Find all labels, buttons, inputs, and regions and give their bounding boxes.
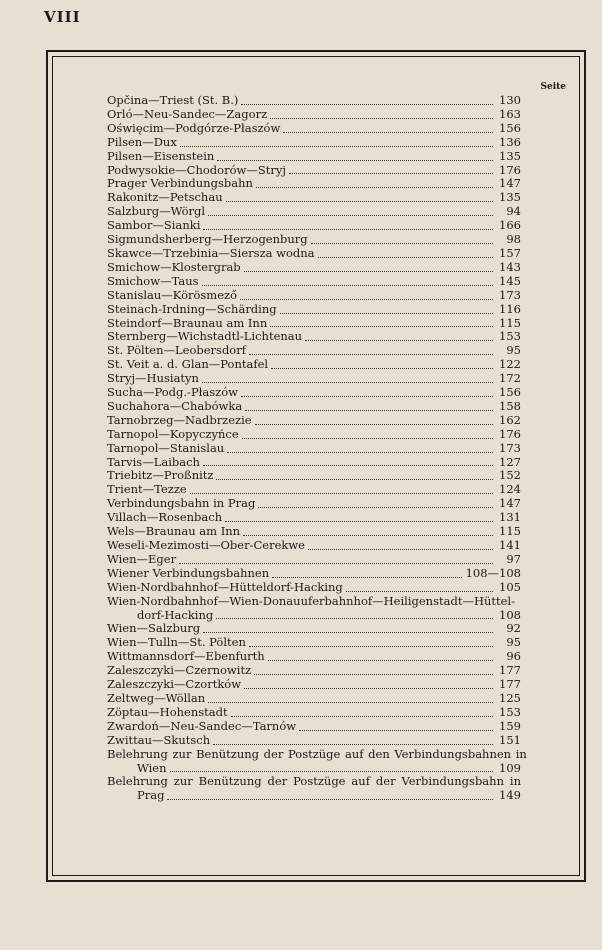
toc-entry-title: Pilsen—Dux xyxy=(107,134,177,149)
dot-leader xyxy=(226,201,493,202)
toc-entry-title: Skawce—Trzebinia—Siersza wodna xyxy=(107,245,315,260)
toc-entry-title: Tarnopol—Kopyczyńce xyxy=(107,426,239,441)
toc-entry xyxy=(107,469,521,483)
toc-entry-title: Sambor—Sianki xyxy=(107,218,201,233)
dot-leader xyxy=(167,799,493,800)
toc-entry-page: 173 xyxy=(499,287,521,302)
toc-entry-title: Oświęcim—Podgórze-Płaszów xyxy=(107,120,281,135)
toc-entry-page: 92 xyxy=(506,621,521,636)
toc-entry xyxy=(107,317,521,331)
toc-entry-title: Suchahora—Chabówka xyxy=(107,398,243,413)
toc-entry xyxy=(107,746,527,776)
toc-entry-title: Orló—Neu-Sandec—Zagorz xyxy=(107,106,268,121)
dot-leader xyxy=(208,215,493,216)
toc-entry-page: 176 xyxy=(499,162,521,177)
toc-entry xyxy=(107,108,521,122)
toc-entry xyxy=(107,136,521,150)
toc-entry xyxy=(107,525,521,539)
toc-entry-page: 135 xyxy=(499,190,521,205)
dot-leader xyxy=(346,591,493,592)
toc-entry-page: 122 xyxy=(499,357,521,372)
dot-leader xyxy=(272,577,461,578)
toc-entry-title: Zeltweg—Wöllan xyxy=(107,690,206,705)
dot-leader xyxy=(203,465,493,466)
toc-entry-title: St. Pölten—Leobersdorf xyxy=(107,343,246,358)
toc-entry xyxy=(107,428,521,442)
toc-entry-continuation xyxy=(107,789,521,803)
toc-entry-title: Verbindungsbahn in Prag xyxy=(107,496,256,511)
toc-entry-title: Zaleszczyki—Czortków xyxy=(107,677,242,692)
dot-leader xyxy=(299,730,493,731)
toc-entry-title-line1: Belehrung zur Benützung der Postzüge auf der Verbindungsbahn in xyxy=(107,774,521,789)
toc-entry-title: Opčina—Triest (St. B.) xyxy=(107,93,239,107)
toc-entry-title: Zaleszczyki—Czernowitz xyxy=(107,663,252,678)
toc-entry xyxy=(107,734,521,748)
toc-entry-title: Wien—Eger xyxy=(107,551,177,566)
toc-entry-title: Wien—Tulln—St. Pölten xyxy=(107,635,246,650)
toc-entry xyxy=(107,622,521,636)
toc-entry xyxy=(107,122,521,136)
dot-leader xyxy=(308,549,493,550)
toc-entry-page: 105 xyxy=(499,579,521,594)
toc-entry xyxy=(107,664,521,678)
dot-leader xyxy=(318,257,493,258)
toc-entry-title: Wien—Salzburg xyxy=(107,621,201,636)
toc-entry xyxy=(107,219,521,233)
toc-entry-title: St. Veit a. d. Glan—Pontafel xyxy=(107,357,269,372)
dot-leader xyxy=(203,229,493,230)
toc-entry-page: 156 xyxy=(499,385,521,400)
toc-entry-page: 136 xyxy=(499,134,521,149)
dot-leader xyxy=(249,354,493,355)
toc-entry-page: 177 xyxy=(499,663,521,678)
toc-entry xyxy=(107,289,521,303)
toc-entry xyxy=(107,775,521,803)
toc-entry-page: 156 xyxy=(499,120,521,135)
toc-entry xyxy=(107,706,521,720)
dot-leader xyxy=(225,521,493,522)
toc-entry-title: Weseli-Mezimosti—Ober-Cerekwe xyxy=(107,538,305,552)
toc-entry-title: Zwardoń—Neu-Sandec—Tarnów xyxy=(107,718,297,733)
dot-leader xyxy=(270,118,493,119)
toc-entry xyxy=(107,539,521,553)
dot-leader xyxy=(249,646,493,647)
toc-entry-title-line2: dorf-Hacking xyxy=(137,607,214,622)
toc-entry xyxy=(107,720,521,734)
toc-entry-title: Wittmannsdorf—Ebenfurth xyxy=(107,649,265,664)
dot-leader xyxy=(202,285,493,286)
page-number: VIII xyxy=(44,8,81,26)
seite-column-header: Seite xyxy=(540,82,566,92)
toc-entry-title: Steinach-Irdning—Schärding xyxy=(107,301,277,316)
toc-entry-page: 153 xyxy=(499,329,521,344)
toc-entry xyxy=(107,400,521,414)
toc-entry xyxy=(107,650,521,664)
toc-entry xyxy=(107,567,521,581)
toc-entry-title: Tarnopol—Stanislau xyxy=(107,440,225,455)
toc-entry-page: 149 xyxy=(499,788,521,803)
toc-entry-page: 108 xyxy=(499,607,521,622)
dot-leader xyxy=(289,173,493,174)
dot-leader xyxy=(242,438,493,439)
toc-entry-continuation xyxy=(107,762,521,776)
table-of-contents xyxy=(107,93,527,803)
toc-entry-title: Stanislau—Körösmező xyxy=(107,287,238,302)
toc-entry xyxy=(107,497,521,511)
toc-entry-title: Steindorf—Braunau am Inn xyxy=(107,315,268,330)
toc-entry-title: Tarnobrzeg—Nadbrzezie xyxy=(107,412,252,427)
toc-entry-page: 115 xyxy=(499,524,521,539)
toc-entry xyxy=(107,191,521,205)
toc-entry-page: 157 xyxy=(499,245,521,260)
toc-entry xyxy=(107,233,521,247)
toc-entry-page: 152 xyxy=(499,468,521,483)
dot-leader xyxy=(255,424,493,425)
toc-entry-page: 143 xyxy=(499,259,521,274)
dot-leader xyxy=(244,688,493,689)
toc-entry-title: Wiener Verbindungsbahnen xyxy=(107,565,270,580)
toc-entry-page: 116 xyxy=(499,301,521,316)
toc-entry-page: 109 xyxy=(499,760,521,775)
dot-leader xyxy=(216,479,493,480)
dot-leader xyxy=(311,243,493,244)
toc-entry xyxy=(107,358,521,372)
toc-entry-title: Wien-Nordbahnhof—Hütteldorf-Hacking xyxy=(107,579,343,594)
dot-leader xyxy=(256,187,493,188)
toc-entry-page: 151 xyxy=(499,732,521,747)
toc-entry-page: 145 xyxy=(499,273,521,288)
toc-entry-page: 147 xyxy=(499,496,521,511)
dot-leader xyxy=(241,104,493,105)
toc-entry xyxy=(107,386,521,400)
dot-leader xyxy=(240,299,493,300)
toc-entry-title: Salzburg—Wörgl xyxy=(107,204,206,219)
toc-entry xyxy=(107,303,521,317)
dot-leader xyxy=(231,716,493,717)
dot-leader xyxy=(217,160,493,161)
page-frame xyxy=(46,50,586,882)
toc-entry-page: 162 xyxy=(499,412,521,427)
toc-entry-title: Zwittau—Skutsch xyxy=(107,732,211,747)
toc-entry xyxy=(107,483,521,497)
toc-entry-page: 108—108 xyxy=(465,565,521,580)
toc-entry-page: 163 xyxy=(499,106,521,121)
toc-entry-title: Smichow—Taus xyxy=(107,273,199,288)
dot-leader xyxy=(245,410,493,411)
toc-entry-page: 125 xyxy=(499,690,521,705)
toc-entry xyxy=(107,177,521,191)
toc-entry-title: Triebitz—Proßnitz xyxy=(107,468,214,483)
toc-entry-page: 95 xyxy=(506,343,521,358)
toc-entry-title: Podwysokie—Chodorów—Stryj xyxy=(107,162,286,177)
toc-entry-page: 96 xyxy=(506,649,521,664)
toc-entry-title: Villach—Rosenbach xyxy=(107,510,223,525)
toc-entry-page: 94 xyxy=(506,204,521,219)
dot-leader xyxy=(190,493,493,494)
toc-entry-page: 131 xyxy=(499,510,521,525)
toc-entry xyxy=(107,456,521,470)
dot-leader xyxy=(271,368,493,369)
dot-leader xyxy=(305,340,493,341)
toc-entry xyxy=(107,164,521,178)
toc-entry-page: 172 xyxy=(499,371,521,386)
toc-entry-title: Stryj—Husiatyn xyxy=(107,371,199,386)
toc-entry-title: Zöptau—Hohenstadt xyxy=(107,704,228,719)
toc-entry-title: Trient—Tezze xyxy=(107,482,187,497)
dot-leader xyxy=(244,271,493,272)
toc-entry xyxy=(107,692,521,706)
toc-entry xyxy=(107,247,521,261)
toc-entry-title: Sternberg—Wichstadtl-Lichtenau xyxy=(107,329,303,344)
toc-entry-page: 141 xyxy=(499,538,521,552)
toc-entry xyxy=(107,330,521,344)
toc-entry-page: 115 xyxy=(499,315,521,330)
toc-entry xyxy=(107,344,521,358)
toc-entry xyxy=(107,150,521,164)
toc-entry-title: Sucha—Podg.-Płaszów xyxy=(107,385,238,400)
dot-leader xyxy=(227,452,493,453)
toc-entry-page: 158 xyxy=(499,398,521,413)
dot-leader xyxy=(283,132,493,133)
toc-entry-title-line2: Prag xyxy=(137,788,165,803)
toc-entry xyxy=(107,205,521,219)
toc-entry-page: 124 xyxy=(499,482,521,497)
toc-entry-title: Prager Verbindungsbahn xyxy=(107,176,253,191)
toc-entry-title-line1: Belehrung zur Benützung der Postzüge auf den Verbindungsbahnen in xyxy=(107,746,527,761)
dot-leader xyxy=(213,744,493,745)
toc-entry-title: Pilsen—Eisenstein xyxy=(107,148,215,163)
dot-leader xyxy=(258,507,493,508)
toc-entry-title-line2: Wien xyxy=(137,760,167,775)
dot-leader xyxy=(254,674,493,675)
toc-entry-title: Rakonitz—Petschau xyxy=(107,190,223,205)
toc-entry xyxy=(107,261,521,275)
dot-leader xyxy=(268,660,493,661)
toc-entry xyxy=(107,553,521,567)
dot-leader xyxy=(180,146,493,147)
toc-entry xyxy=(107,636,521,650)
toc-entry xyxy=(107,275,521,289)
toc-entry-page: 153 xyxy=(499,704,521,719)
toc-entry-page: 97 xyxy=(506,551,521,566)
toc-entry-page: 135 xyxy=(499,148,521,163)
toc-entry xyxy=(107,372,521,386)
toc-entry xyxy=(107,94,521,108)
toc-entry xyxy=(107,414,521,428)
dot-leader xyxy=(208,702,493,703)
toc-entry xyxy=(107,595,521,623)
toc-entry-page: 177 xyxy=(499,677,521,692)
toc-entry-page: 127 xyxy=(499,454,521,469)
toc-entry-continuation xyxy=(107,609,521,623)
toc-entry-title: Smichow—Klostergrab xyxy=(107,259,241,274)
toc-entry-title: Sigmundsherberg—Herzogenburg xyxy=(107,232,308,247)
dot-leader xyxy=(170,771,493,772)
dot-leader xyxy=(241,396,493,397)
toc-entry-title: Wels—Braunau am Inn xyxy=(107,524,241,539)
toc-entry-page: 159 xyxy=(499,718,521,733)
toc-entry-page: 147 xyxy=(499,176,521,191)
toc-entry xyxy=(107,678,521,692)
dot-leader xyxy=(179,563,493,564)
toc-entry xyxy=(107,442,521,456)
toc-entry-page: 130 xyxy=(499,93,521,107)
toc-entry-page: 98 xyxy=(506,232,521,247)
toc-entry-title: Tarvis—Laibach xyxy=(107,454,200,469)
dot-leader xyxy=(280,313,493,314)
toc-entry xyxy=(107,511,521,525)
toc-entry-page: 166 xyxy=(499,218,521,233)
dot-leader xyxy=(243,535,493,536)
toc-entry-title-line1: Wien-Nordbahnhof—Wien-Donauuferbahnhof—Heiligenstadt—Hüttel- xyxy=(107,593,515,608)
dot-leader xyxy=(216,618,493,619)
toc-entry xyxy=(107,581,521,595)
toc-entry-page: 173 xyxy=(499,440,521,455)
dot-leader xyxy=(202,382,493,383)
toc-entry-page: 95 xyxy=(506,635,521,650)
dot-leader xyxy=(203,632,493,633)
toc-entry-page: 176 xyxy=(499,426,521,441)
dot-leader xyxy=(270,326,493,327)
